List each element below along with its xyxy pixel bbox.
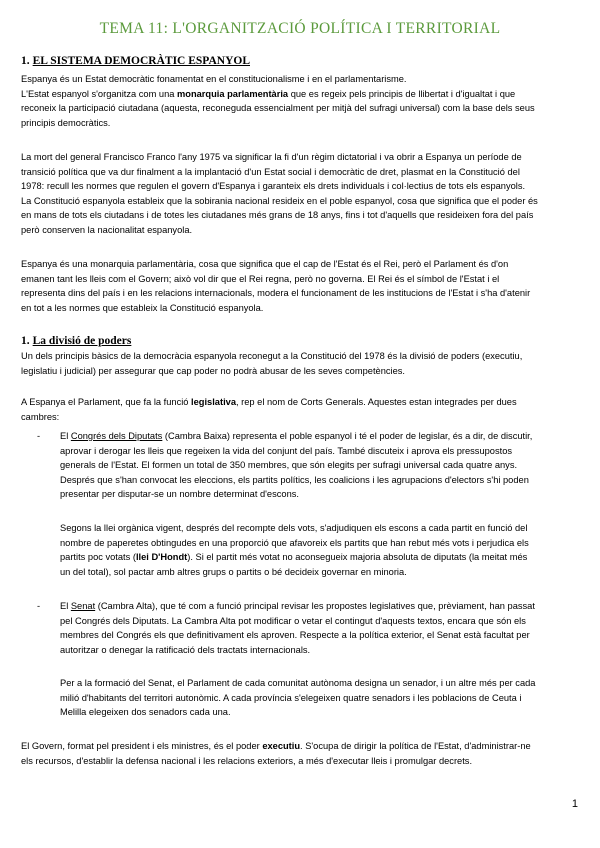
underlined-term: Congrés dels Diputats — [70, 431, 163, 441]
bullet-dash: - — [37, 601, 41, 611]
text-line: milió d'habitants del territori autonòmic. A cada província s'elegeixen quatre senadors i les poblacions de Ceuta i — [60, 692, 522, 703]
paragraph-parliament — [21, 395, 581, 424]
underlined-term: Senat — [70, 601, 96, 611]
bullet-congress — [60, 429, 580, 502]
text-run: A Espanya el Parlament, que fa la funció — [21, 397, 192, 407]
text-line: autoritzar o denegar la ratificació dels tractats internacionals. — [60, 644, 311, 655]
text-line: pel Congrés dels Diputats. La Cambra Alta pot modificar o vetar el contingut d'aquests textos, encara que són els — [60, 615, 526, 626]
text-line: en mans de tots els ciutadans i de totes les ciutadanes més grans de 18 anys, fins i tot d'aquells que resideixen fora del país — [21, 210, 534, 220]
text-line: en tot a les normes que estableix la Constitució espanyola. — [21, 302, 264, 313]
section-label: EL SISTEMA DEMOCRÀTIC ESPANYOL — [32, 55, 250, 67]
text-line: principis democràtics. — [21, 117, 111, 128]
text-line: Després que s'han convocat les eleccions, els partits polítics, les coalicions i les agrupacions d'electors s'hi poden — [60, 474, 529, 485]
paragraph-transition — [21, 150, 581, 237]
paragraph-intro — [21, 72, 581, 130]
text-run: El — [60, 601, 71, 611]
text-run: , rep el nom de Corts Generals. Aquestes estan integrades per dues — [236, 397, 517, 407]
text-run: (Cambra Baixa) representa el poble espanyol i té el poder de legislar, és a dir, de discutir, — [162, 431, 533, 441]
bold-term: executiu — [262, 741, 301, 751]
text-line: cambres: — [21, 411, 60, 422]
bullet-senate — [60, 599, 580, 657]
text-line: un del total), sol pactar amb altres grups o partits o bé decideix governar en minoria. — [60, 566, 407, 577]
text-line: presentar per disputar-se un nombre determinat d'escons. — [60, 489, 299, 499]
section-number: 1. — [21, 55, 30, 67]
text-line: representa dins del país i en les relacions internacionals, modera el funcionament de les institucions de l'Estat i s'ha d'atenir — [21, 288, 531, 298]
page-title: TEMA 11: L'ORGANITZACIÓ POLÍTICA I TERRITORIAL — [99, 20, 501, 37]
text-line: Segons la llei orgànica vigent, després del recompte dels vots, s'adjudiquen els escons a cada partit en funció del — [60, 523, 528, 533]
text-run: El — [60, 431, 71, 441]
section-heading-division-of-powers — [21, 334, 131, 348]
text-line: legislatiu i judicial) per assegurar que cap poder no podrà abusar de les seves competències. — [21, 365, 405, 376]
text-line: transició política que va dur finalment a la implantació d'un Estat social i democràtic de dret, plasmat en la Constitució del — [21, 166, 520, 177]
text-line: La Constitució espanyola estableix que la sobirania nacional resideix en el poble espanyol, cosa que significa que el poder és — [21, 195, 538, 206]
text-line: aprovar i derogar les lleis que regeixen la vida del conjunt del país. També discuteix i aprova els pressupostos — [60, 445, 513, 456]
text-line: Melilla elegeixen dos senadors cada una. — [60, 707, 231, 717]
text-line: però conserven la nacionalitat espanyola. — [21, 224, 193, 235]
paragraph-dhondt — [60, 521, 580, 579]
text-run: ). Si el partit més votat no aconsegueix majoria absoluta de diputats (la meitat més — [187, 552, 528, 562]
paragraph-monarchy — [21, 257, 581, 315]
text-line — [60, 429, 580, 444]
text-line: 1978: recull les normes que regulen el govern d'Espanya i garanteix els drets individuals i col·lectius de tots els espanyols. — [21, 181, 526, 191]
text-line: membres del Congrés els que definitivament els aproven. Respecte a la política exterior, el Senat està facultat per — [60, 630, 530, 640]
bold-term: monarquia parlamentària — [177, 88, 289, 99]
text-run: partits poc votats ( — [60, 552, 136, 562]
text-line: generals de l'Estat. El formen un total de 350 membres, que són elegits per sufragi universal cada quatre anys. — [60, 460, 518, 470]
text-line: reconeix la participació ciutadana (aquesta, reconeguda essencialment per mitjà del sufragi universal) com la base dels seus — [21, 103, 535, 113]
text-run: . S'ocupa de dirigir la política de l'Estat, d'administrar-ne — [300, 741, 531, 751]
text-line — [60, 550, 580, 565]
text-line: emanen tant les lleis com el Govern; això vol dir que el Rei regna, però no governa. El Rei és el símbol de l'Estat i el — [21, 273, 500, 284]
text-line: nombre de paperetes obtingudes en una proporció que afavoreix els partits que han rebut més vots i perjudica els — [60, 537, 529, 548]
section-number: 1. — [21, 335, 30, 347]
text-run: El Govern, format pel president i els ministres, és el poder — [21, 741, 263, 751]
text-line: La mort del general Francisco Franco l'any 1975 va significar la fi d'un règim dictatorial i va obrir a Espanya un període de — [21, 152, 522, 162]
section-label: La divisió de poders — [32, 335, 132, 347]
text-run: L'Estat espanyol s'organitza com una — [21, 88, 178, 99]
paragraph-senate-formation — [60, 676, 580, 720]
paragraph-division-principle — [21, 349, 581, 378]
text-line: Espanya és una monarquia parlamentària, cosa que significa que el cap de l'Estat és el Rei, però el Parlament és d'on — [21, 259, 509, 269]
text-line — [21, 739, 581, 754]
paragraph-government — [21, 739, 581, 768]
page-number: 1 — [571, 798, 578, 810]
text-run: (Cambra Alta), que té com a funció principal revisar les propostes legislatives que, prèviament, han passat — [95, 601, 535, 611]
bold-term: legislativa — [191, 397, 236, 407]
bold-term: llei D'Hondt — [135, 552, 188, 562]
text-line: els recursos, d'establir la defensa nacional i les relacions exteriors, a més d'executar lleis i promulgar decrets. — [21, 755, 473, 766]
text-line: Espanya és un Estat democràtic fonamentat en el constitucionalisme i en el parlamentarisme. — [21, 74, 407, 84]
text-line — [21, 395, 581, 410]
section-heading-democratic-system — [21, 54, 250, 68]
text-line — [60, 599, 580, 614]
text-line: Per a la formació del Senat, el Parlament de cada comunitat autònoma designa un senador, i un altre més per cada — [60, 678, 536, 688]
text-run: que es regeix pels principis de llibertat i d'igualtat i que — [288, 88, 516, 99]
text-line: Un dels principis bàsics de la democràcia espanyola reconegut a la Constitució del 1978 és la divisió de poders (executiu, — [21, 351, 523, 361]
bullet-dash: - — [37, 431, 41, 441]
text-line — [21, 87, 581, 102]
